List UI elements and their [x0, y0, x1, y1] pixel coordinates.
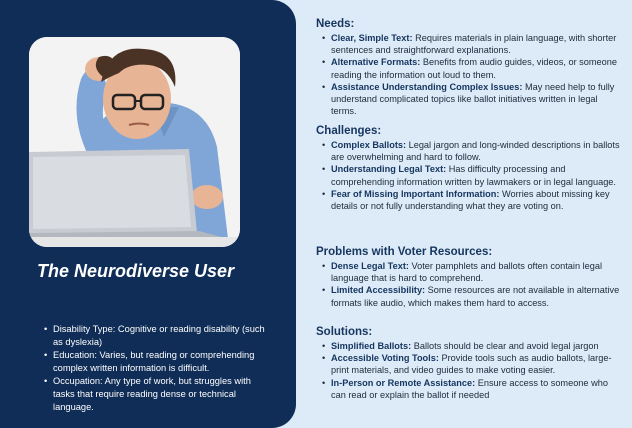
- needs-list: [316, 32, 622, 117]
- solutions-list: [316, 340, 622, 401]
- persona-details-list: [34, 323, 274, 414]
- solutions-section: [316, 325, 622, 401]
- problems-list: [316, 260, 622, 309]
- needs-heading: Needs:: [316, 18, 355, 30]
- persona-detail-occupation: • Occupation: Any type of work, but struggles with tasks that require reading dense or technical language.: [44, 375, 274, 413]
- stressed-user-illustration: [29, 37, 240, 247]
- list-item: • Clear, Simple Text: Requires materials in plain language, with shorter sentences and straightforward explanations.: [316, 32, 622, 56]
- persona-panel: [0, 0, 296, 428]
- problems-section: [316, 245, 622, 309]
- list-item: • Complex Ballots: Legal jargon and long-winded descriptions in ballots are overwhelming and hard to follow.: [316, 139, 622, 163]
- needs-section: [316, 17, 622, 117]
- list-item: • Dense Legal Text: Voter pamphlets and ballots often contain legal language that is hard to comprehend.: [316, 260, 622, 284]
- persona-photo: [29, 37, 240, 247]
- challenges-heading: Challenges:: [316, 125, 382, 137]
- persona-detail-education: • Education: Varies, but reading or comprehending complex written information is difficult.: [44, 349, 274, 374]
- list-item: • Understanding Legal Text: Has difficulty processing and comprehending information written by lawmakers or in legal language.: [316, 163, 622, 187]
- list-item: • Assistance Understanding Complex Issues: May need help to fully understand complicated topics like ballot initiatives written in legal terms.: [316, 81, 622, 118]
- persona-detail-disability: • Disability Type: Cognitive or reading disability (such as dyslexia): [44, 323, 274, 348]
- list-item: • In-Person or Remote Assistance: Ensure access to someone who can read or explain the ballot if needed: [316, 377, 622, 401]
- challenges-section: [316, 124, 622, 212]
- list-item: • Fear of Missing Important Information: Worries about missing key details or not fully understanding what they are voting on.: [316, 188, 622, 212]
- solutions-heading: Solutions:: [316, 326, 373, 338]
- problems-heading: Problems with Voter Resources:: [316, 246, 493, 258]
- list-item: • Simplified Ballots: Ballots should be clear and avoid legal jargon: [316, 340, 622, 352]
- list-item: • Accessible Voting Tools: Provide tools such as audio ballots, large-print materials, and video guides to make voting easier.: [316, 352, 622, 376]
- challenges-list: [316, 139, 622, 212]
- list-item: • Alternative Formats: Benefits from audio guides, videos, or someone reading the information out loud to them.: [316, 56, 622, 80]
- persona-title: The Neurodiverse User: [37, 261, 235, 281]
- list-item: • Limited Accessibility: Some resources are not available in alternative formats like audio, which makes them hard to access.: [316, 284, 622, 308]
